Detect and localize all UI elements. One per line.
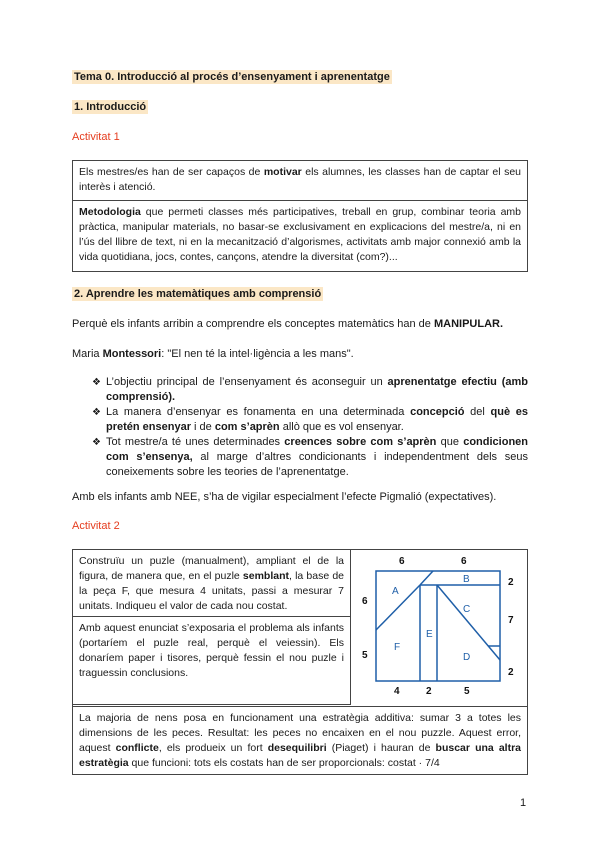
label-right-bot: 2 — [508, 667, 514, 678]
label-left-top: 6 — [362, 596, 368, 607]
document-title: Tema 0. Introducció al procés d’ensenyament i aprenentatge — [74, 71, 390, 83]
left-column — [73, 550, 351, 705]
section-heading-introduccio: 1. Introducció — [74, 101, 147, 113]
list-item: ❖ L’objectiu principal de l’ensenyament és aconseguir un aprenentatge efectiu (amb comprensió). — [92, 375, 528, 405]
piece-label-a: A — [392, 586, 399, 597]
label-bottom-2: 2 — [426, 686, 432, 697]
motivation-cell: Els mestres/es han de ser capaços de motivar els alumnes, les classes han de captar el seu interès i atenció. — [73, 161, 527, 201]
nee-paragraph: Amb els infants amb NEE, s’ha de vigilar especialment l’efecte Pigmalió (expectatives). — [72, 491, 497, 503]
page-number: 1 — [520, 797, 527, 809]
piece-label-d: D — [463, 652, 471, 663]
label-bottom-3: 5 — [464, 686, 470, 697]
label-top-right: 6 — [461, 556, 467, 567]
puzzle-task-cell: Construïu un puzle (manualment), ampliant el de la figura, de manera que, en el puzle semblant, la base de la peça F, que mesura 4 unitats, passi a mesurar 7 unitats. Indiqueu el valor de cada nou costat. — [73, 550, 350, 617]
activity-1-label: Activitat 1 — [72, 131, 120, 143]
montessori-quote: Maria Montessori: "El nen té la intel·ligència a les mans". — [72, 348, 354, 360]
piece-a-top-edge — [420, 571, 433, 585]
puzzle-diagram — [352, 550, 528, 705]
label-bottom-1: 4 — [394, 686, 400, 697]
piece-label-e: E — [426, 629, 433, 640]
piece-label-c: C — [463, 604, 471, 615]
activity-1-box — [72, 160, 528, 272]
label-right-top: 2 — [508, 577, 514, 588]
label-top-left: 6 — [399, 556, 405, 567]
activity-2-box — [72, 549, 528, 775]
piece-cd-diagonal — [437, 585, 500, 660]
manipulate-paragraph: Perquè els infants arribin a comprendre els conceptes matemàtics han de MANIPULAR. — [72, 318, 504, 330]
list-item: ❖ Tot mestre/a té unes determinades creences sobre com s’aprèn que condicionen com s’ensenya, al marge d’altres condicionants i independentment dels seus coneixements sobre les teories de l’aprenentatge. — [92, 435, 528, 480]
piece-label-b: B — [463, 574, 470, 585]
list-item: ❖ La manera d’ensenyar es fonamenta en una determinada concepció del què es pretén ensenyar i de com s’aprèn allò que es vol ensenyar. — [92, 405, 528, 435]
activity-2-label: Activitat 2 — [72, 520, 120, 532]
piece-label-f: F — [394, 642, 401, 653]
methodology-cell: Metodologia que permeti classes més participatives, treball en grup, combinar teoria amb pràctica, manipular materials, no basar-se exclusivament en explicacions del mestre/a, ni en l’ús del llibre de text, ni en la mecanització d’algorismes, activitats amb major connexió amb la vida quotidiana, jocs, contes, cançons, atendre la diversitat (com?)... — [79, 206, 521, 263]
puzzle-exposition-cell: Amb aquest enunciat s’exposaria el problema als infants (portaríem el puzle real, perquè el veiessin). Els donaríem paper i tisores, perquè fessin el nou puzle i traguessin conclusions. — [79, 622, 344, 679]
label-left-bot: 5 — [362, 650, 368, 661]
conclusion-cell: La majoria de nens posa en funcionament una estratègia additiva: sumar 3 a totes les dimensions de les peces. Resultat: les peces no encaixen en el nou puzzle. Aquest error, aquest conflicte, els produeix un fort desequilibri (Piaget) i hauran de buscar una altra estratègia que funcioni: tots els costats han de ser proporcionals: costat · 7/4 — [73, 706, 527, 775]
label-right-mid: 7 — [508, 615, 514, 626]
section-heading-aprendre: 2. Aprendre les matemàtiques amb comprensió — [74, 288, 322, 300]
beliefs-list — [92, 375, 528, 480]
